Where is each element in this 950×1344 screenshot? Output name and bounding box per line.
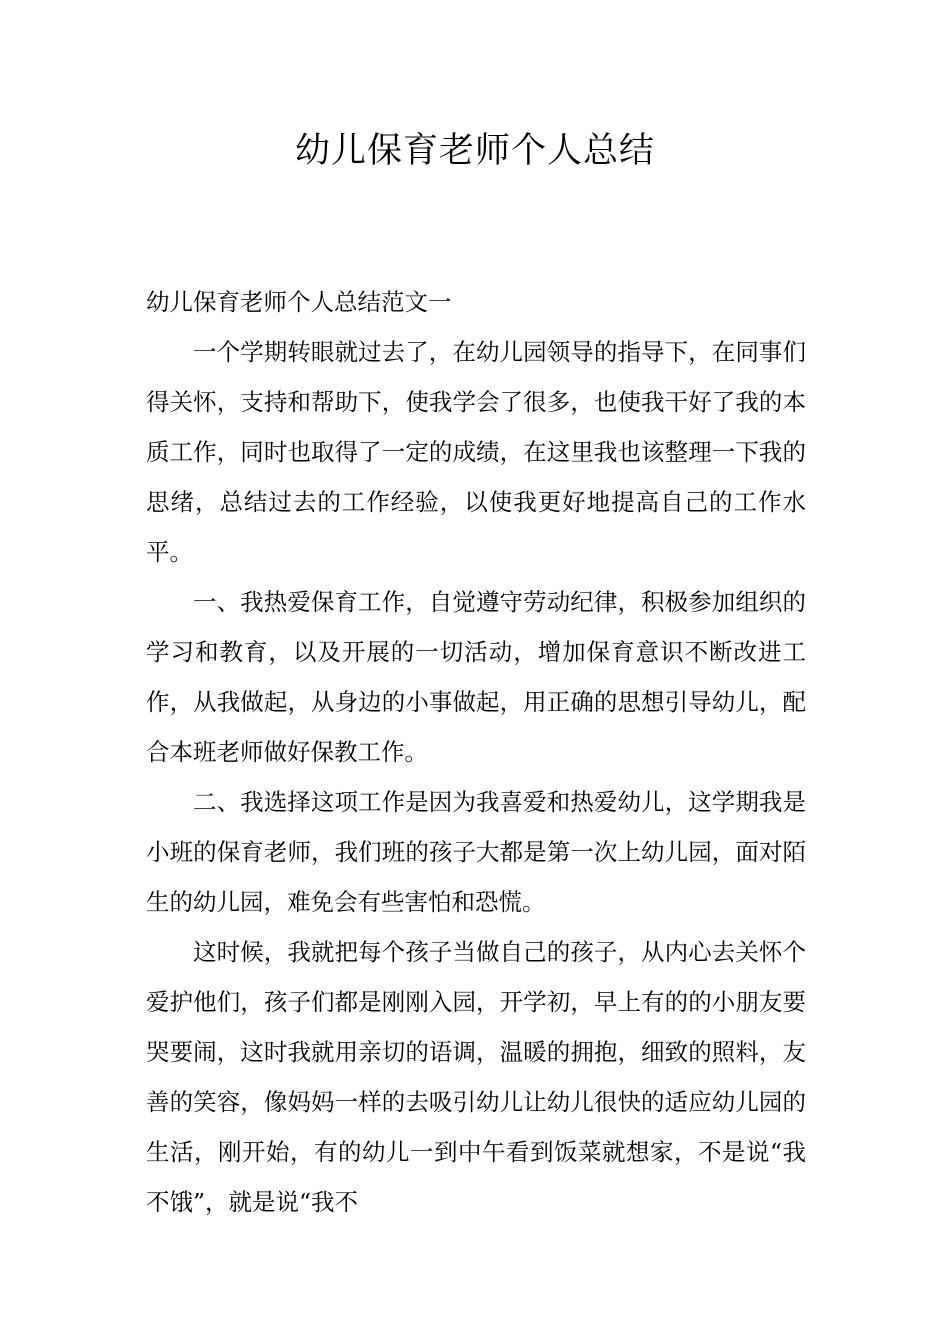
- paragraph-1: 一个学期转眼就过去了，在幼儿园领导的指导下，在同事们得关怀，支持和帮助下，使我学会了很多，也使我干好了我的本质工作，同时也取得了一定的成绩，在这里我也该整理一下我的思绪，总结过去的工作经验，以使我更好地提高自己的工作水平。: [146, 338, 806, 566]
- paragraph-3: 二、我选择这项工作是因为我喜爱和热爱幼儿，这学期我是小班的保育老师，我们班的孩子大都是第一次上幼儿园，面对陌生的幼儿园，难免会有些害怕和恐慌。: [146, 788, 806, 916]
- document-body: [146, 277, 806, 1227]
- section-subtitle: 幼儿保育老师个人总结范文一: [146, 288, 452, 316]
- document-title: 幼儿保育老师个人总结: [294, 131, 655, 171]
- paragraph-2: 一、我热爱保育工作，自觉遵守劳动纪律，积极参加组织的学习和教育，以及开展的一切活动，增加保育意识不断改进工作，从我做起，从身边的小事做起，用正确的思想引导幼儿，配合本班老师做好保教工作。: [146, 588, 806, 766]
- paragraph-4: 这时候，我就把每个孩子当做自己的孩子，从内心去关怀个爱护他们，孩子们都是刚刚入园，开学初，早上有的的小朋友要哭要闹，这时我就用亲切的语调，温暖的拥抱，细致的照料，友善的笑容，像妈妈一样的去吸引幼儿让幼儿很快的适应幼儿园的生活，刚开始，有的幼儿一到中午看到饭菜就想家，不是说“我不饿”，就是说“我不: [146, 938, 806, 1216]
